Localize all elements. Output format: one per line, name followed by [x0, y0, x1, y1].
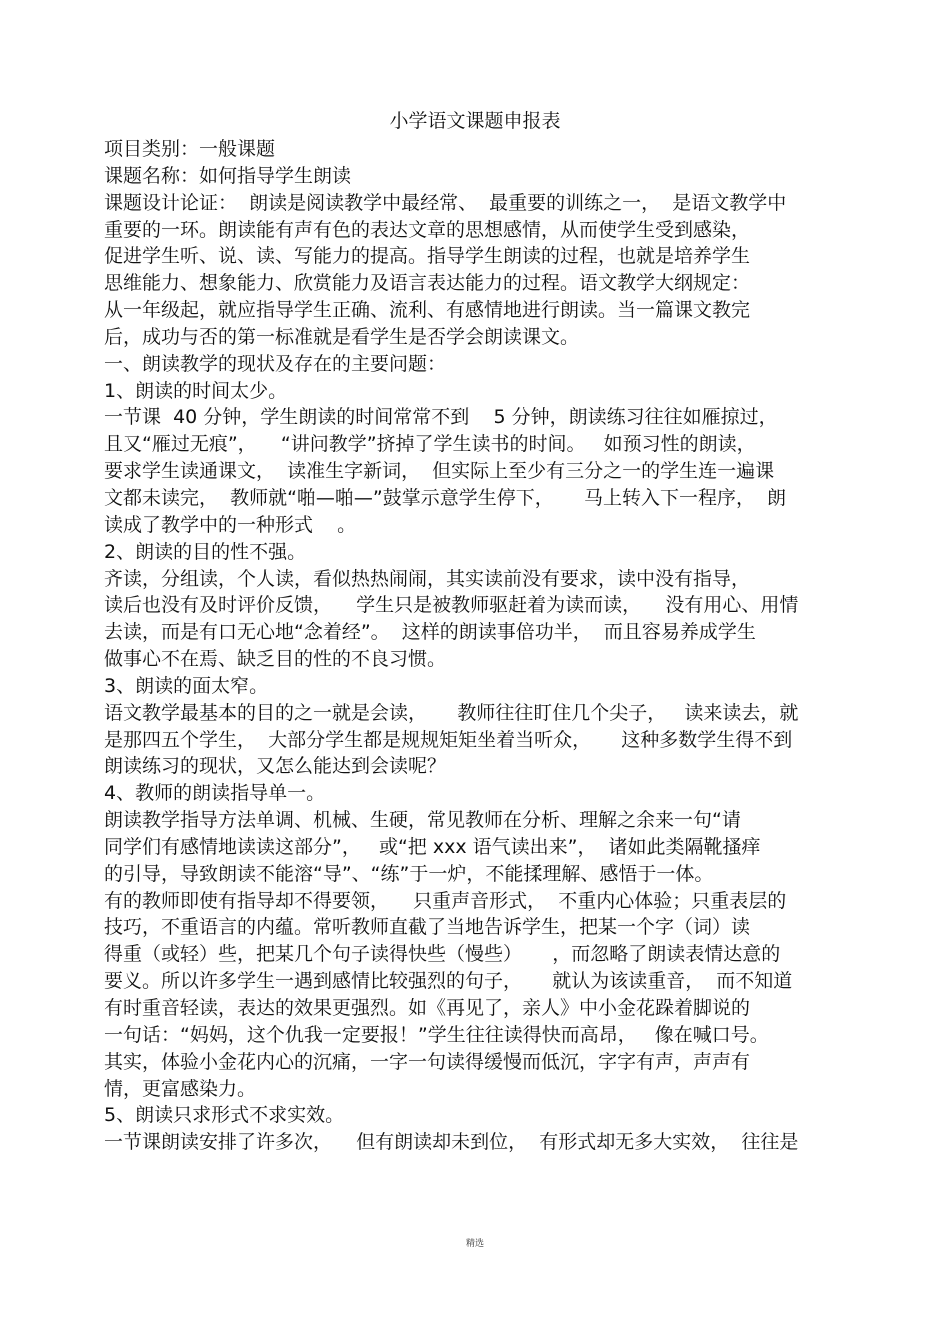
- text-line: 4、教师的朗读指导单一。: [104, 782, 326, 805]
- text-line: 一句话：“妈妈，这个仇我一定要报！”学生往往读得快而高昂， 像在喊口号。: [104, 1023, 769, 1046]
- text-line: 重要的一环。朗读能有声有色的表达文章的思想感情，从而使学生受到感染，: [104, 218, 751, 241]
- text-line: 3、朗读的面太窄。: [104, 674, 269, 697]
- text-line: 其实，体验小金花内心的沉痛，一字一句读得缓慢而低沉，字字有声，声声有: [104, 1050, 751, 1073]
- text-line: 且又“雁过无痕”， “讲问教学”挤掉了学生读书的时间。 如预习性的朗读，: [104, 433, 756, 456]
- text-line: 要义。所以许多学生一遇到感情比较强烈的句子， 就认为该读重音， 而不知道: [104, 970, 793, 993]
- text-line: 做事心不在焉、缺乏目的性的不良习惯。: [104, 648, 447, 671]
- text-line: 一节课朗读安排了许多次， 但有朗读却未到位， 有形式却无多大实效， 往往是: [104, 1131, 799, 1154]
- document-title: 小学语文课题申报表: [389, 110, 561, 132]
- text-line: 齐读，分组读，个人读，看似热热闹闹，其实读前没有要求，读中没有指导，: [104, 567, 751, 590]
- text-line: 要求学生读通课文， 读准生字新词， 但实际上至少有三分之一的学生连一遍课: [104, 460, 775, 483]
- text-line: 项目类别：一般课题: [104, 138, 276, 160]
- text-line: 是那四五个学生， 大部分学生都是规规矩矩坐着当听众， 这种多数学生得不到: [104, 728, 793, 751]
- text-line: 有的教师即使有指导却不得要领， 只重声音形式， 不重内心体验；只重表层的: [104, 889, 787, 912]
- text-line: 一节课 40 分钟，学生朗读的时间常常不到 5 分钟，朗读练习往往如雁掠过，: [104, 406, 778, 429]
- text-line: 朗读练习的现状，又怎么能达到会读呢？: [104, 755, 447, 778]
- text-line: 促进学生听、说、读、写能力的提高。指导学生朗读的过程，也就是培养学生: [104, 245, 751, 268]
- text-line: 5、朗读只求形式不求实效。: [104, 1104, 345, 1127]
- text-line: 课题设计论证： 朗读是阅读教学中最经常、 最重要的训练之一， 是语文教学中: [104, 191, 787, 214]
- text-line: 语文教学最基本的目的之一就是会读， 教师往往盯住几个尖子， 读来读去，就: [104, 701, 799, 724]
- text-line: 去读，而是有口无心地“念着经”。 这样的朗读事倍功半， 而且容易养成学生: [104, 621, 756, 644]
- text-line: 思维能力、想象能力、欣赏能力及语言表达能力的过程。语文教学大纲规定：: [104, 272, 751, 295]
- text-line: 同学们有感情地读读这部分”， 或“把 xxx 语气读出来”， 诸如此类隔靴搔痒: [104, 835, 761, 858]
- text-line: 情，更富感染力。: [104, 1077, 257, 1100]
- text-line: 课题名称：如何指导学生朗读: [104, 164, 352, 187]
- text-line: 有时重音轻读，表达的效果更强烈。如《再见了，亲人》中小金花跺着脚说的: [104, 997, 751, 1019]
- text-line: 从一年级起，就应指导学生正确、流利、有感情地进行朗读。当一篇课文教完: [104, 299, 751, 322]
- text-line: 得重（或轻）些，把某几个句子读得快些（慢些） ，而忽略了朗读表情达意的: [104, 943, 781, 966]
- text-line: 1、朗读的时间太少。: [104, 379, 288, 402]
- text-line: 读成了教学中的一种形式 。: [104, 513, 357, 536]
- text-line: 一、朗读教学的现状及存在的主要问题：: [104, 352, 447, 375]
- text-line: 技巧，不重语言的内蕴。常听教师直截了当地告诉学生，把某一个字（词）读: [104, 916, 751, 939]
- text-line: 的引导，导致朗读不能溶“导”、“练”于一炉，不能揉理解、感悟于一体。: [104, 862, 714, 885]
- text-line: 后，成功与否的第一标准就是看学生是否学会朗读课文。: [104, 325, 580, 348]
- text-line: 朗读教学指导方法单调、机械、生硬，常见教师在分析、理解之余来一句“请: [104, 809, 741, 832]
- text-line: 2、朗读的目的性不强。: [104, 540, 307, 563]
- text-line: 读后也没有及时评价反馈， 学生只是被教师驱赶着为读而读， 没有用心、用情: [104, 594, 799, 617]
- document-body: [104, 136, 844, 1156]
- text-line: 文都未读完， 教师就“啪—啪—”鼓掌示意学生停下， 马上转入下一程序， 朗: [104, 486, 787, 509]
- page-footer: 精选: [465, 1239, 484, 1249]
